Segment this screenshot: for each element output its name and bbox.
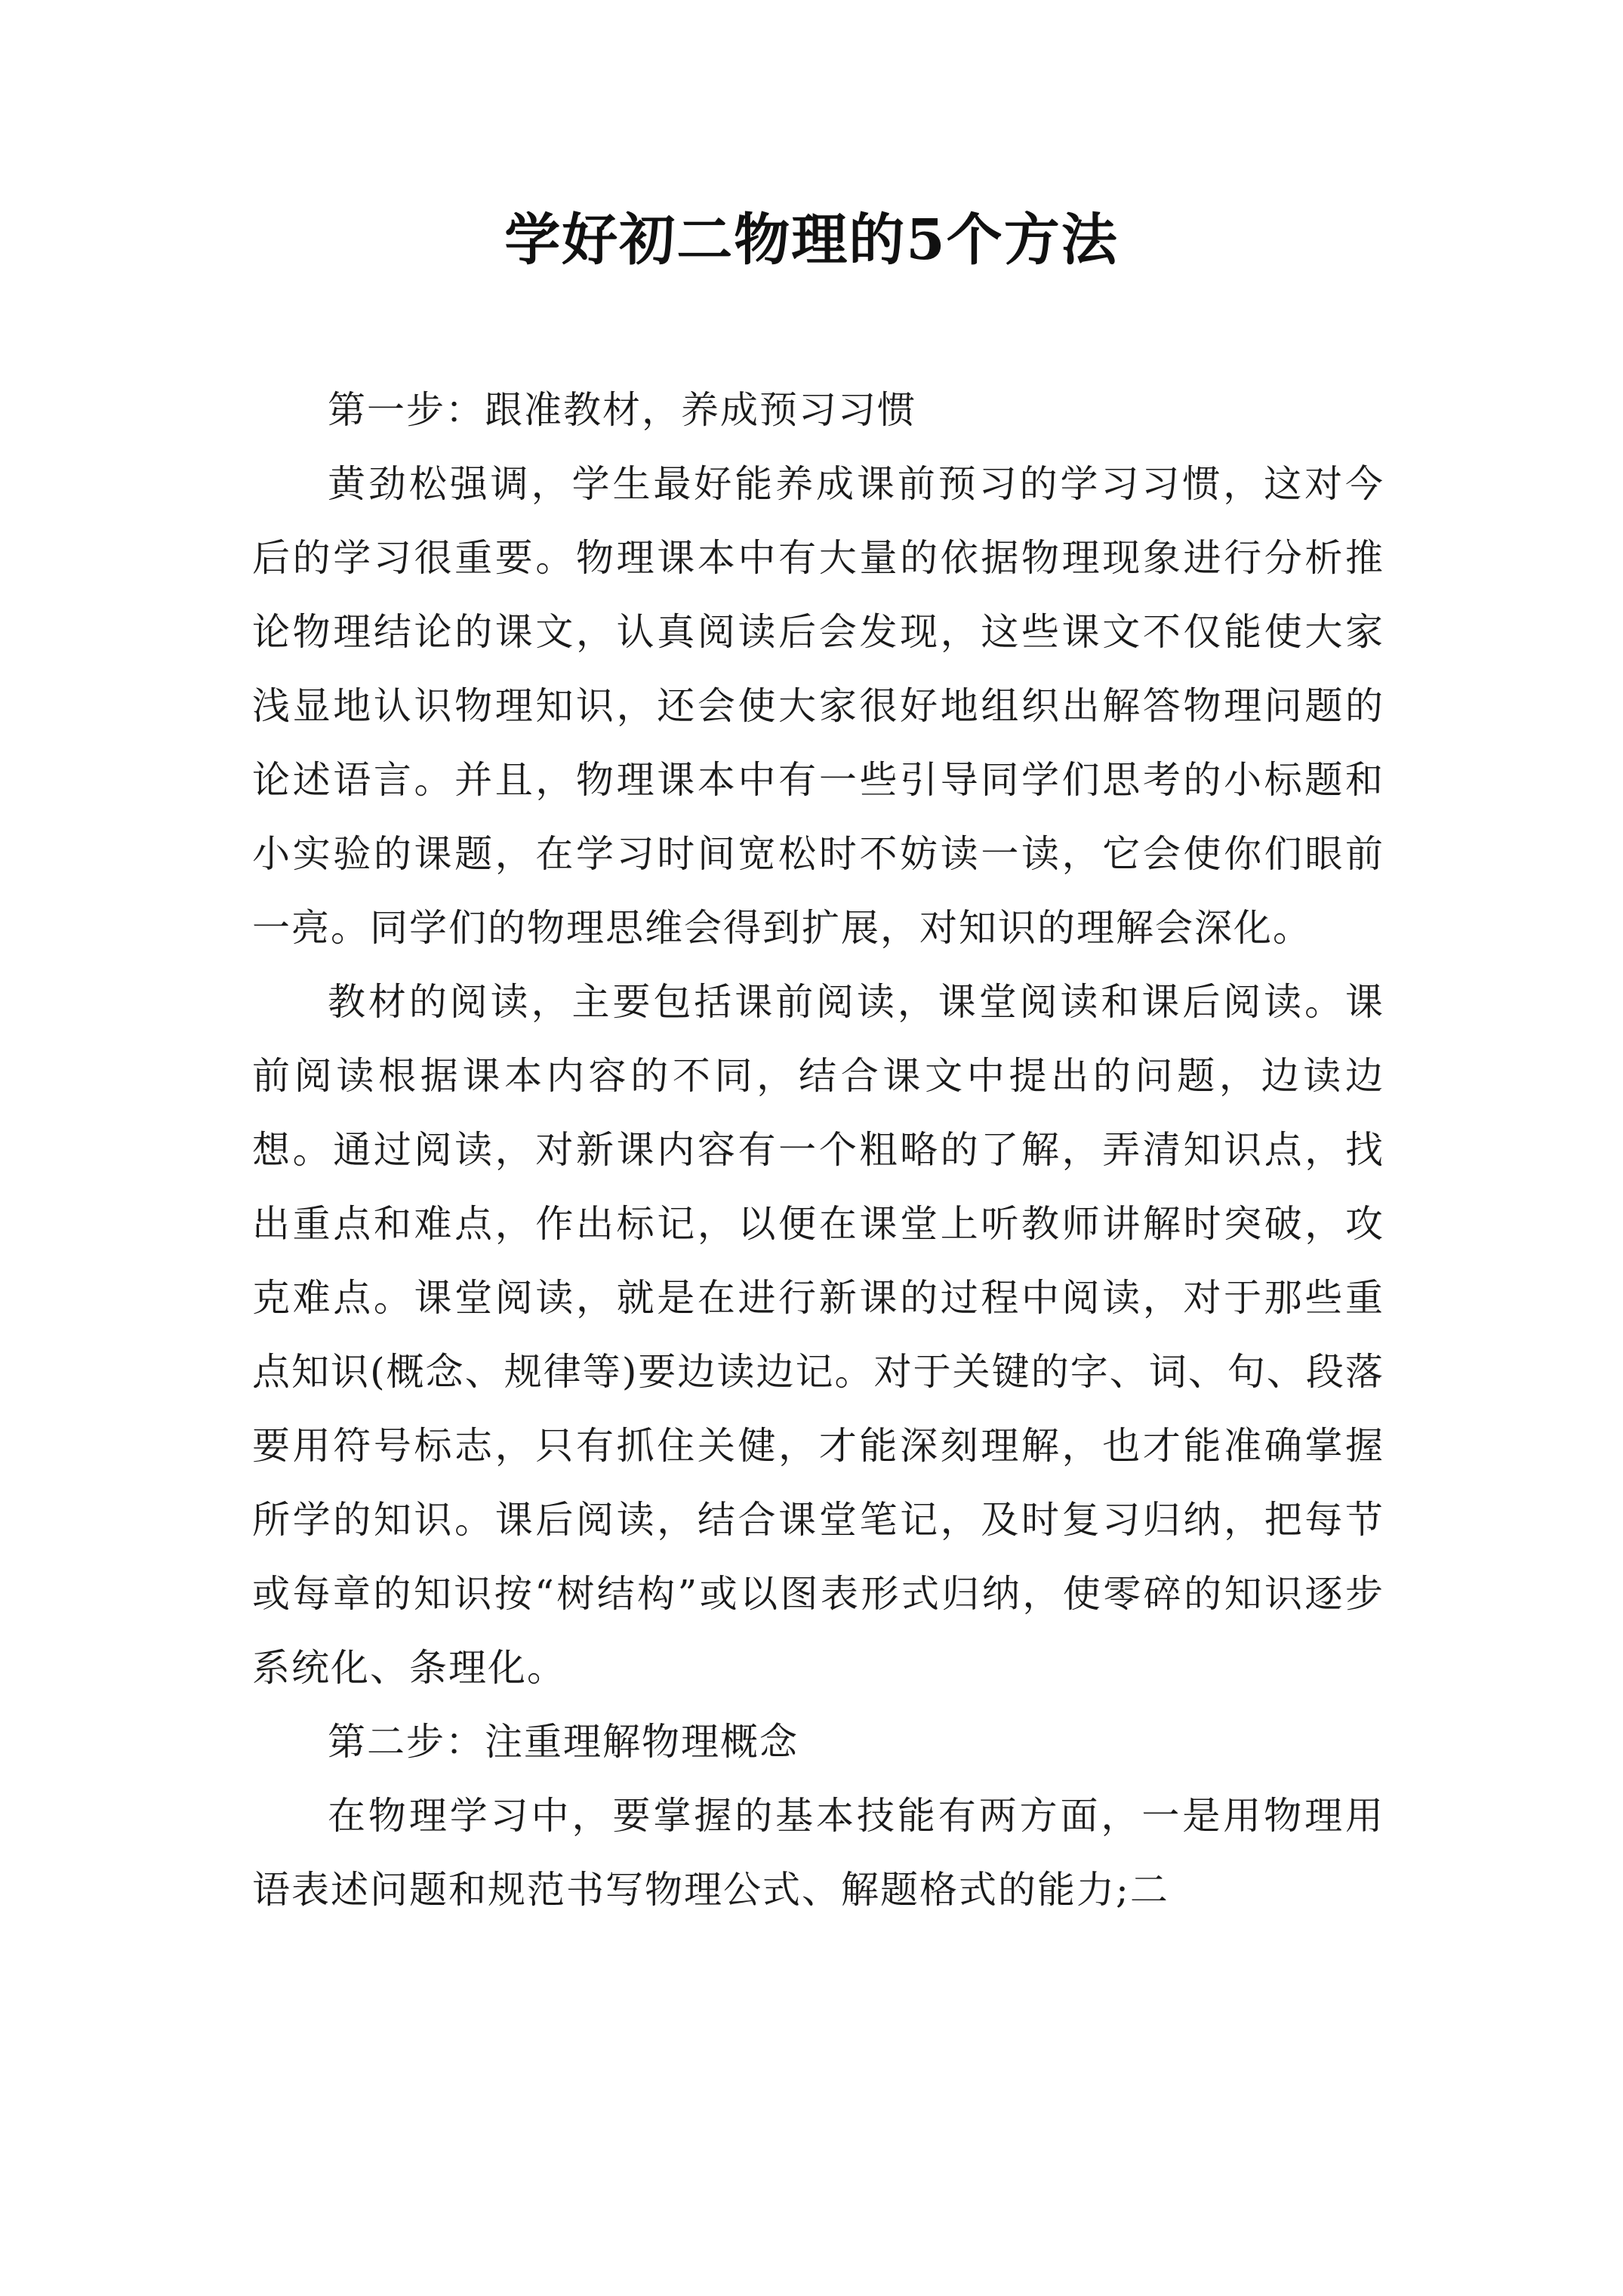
section-heading-step-1: 第一步：跟准教材，养成预习习惯 [328,388,916,432]
paragraph-basic-skills: 在物理学习中，要掌握的基本技能有两方面，一是用物理用语表述问题和规范书写物理公式、解题格式的能力;二 [252,1794,1384,1912]
section-heading-step-2: 第二步：注重理解物理概念 [328,1720,799,1764]
document-title: 学好初二物理的5个方法 [504,208,1119,273]
paragraph-preview-habit: 黄劲松强调，学生最好能养成课前预习的学习习惯，这对今后的学习很重要。物理课本中有大量的依据物理现象进行分析推论物理结论的课文，认真阅读后会发现，这些课文不仅能使大家浅显地认识物理知识，还会使大家很好地组织出解答物理问题的论述语言。并且，物理课本中有一些引导同学们思考的小标题和小实验的课题，在学习时间宽松时不妨读一读，它会使你们眼前一亮。同学们的物理思维会得到扩展，对知识的理解会深化。 [252,462,1384,950]
document-body [252,373,1384,1927]
paragraph-textbook-reading: 教材的阅读，主要包括课前阅读，课堂阅读和课后阅读。课前阅读根据课本内容的不同，结合课文中提出的问题，边读边想。通过阅读，对新课内容有一个粗略的了解，弄清知识点，找出重点和难点，作出标记，以便在课堂上听教师讲解时突破，攻克难点。课堂阅读，就是在进行新课的过程中阅读，对于那些重点知识(概念、规律等)要边读边记。对于关键的字、词、句、段落要用符号标志，只有抓住关健，才能深刻理解，也才能准确掌握所学的知识。课后阅读，结合课堂笔记，及时复习归纳，把每节或每章的知识按“树结构”或以图表形式归纳，使零碎的知识逐步系统化、条理化。 [252,980,1384,1690]
